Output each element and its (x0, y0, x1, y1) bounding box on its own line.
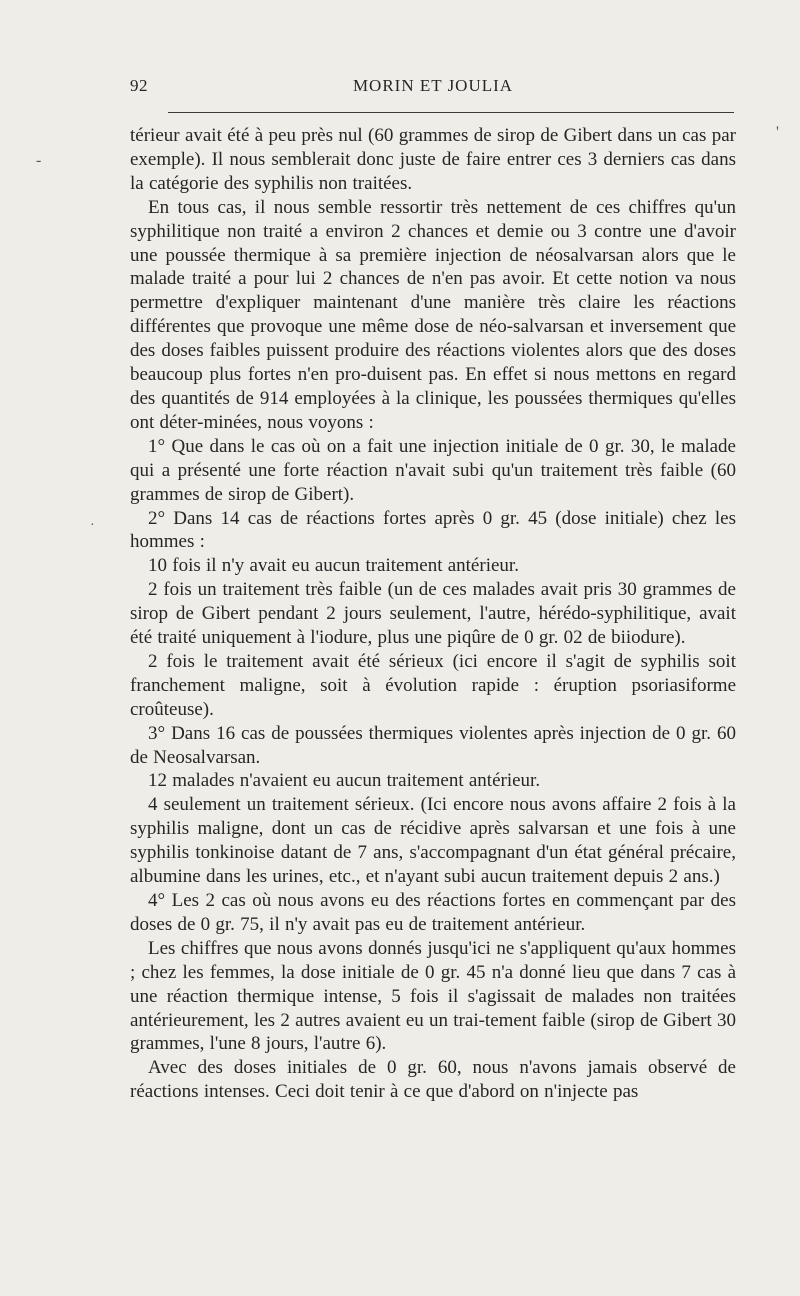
margin-mark: ' (776, 124, 779, 141)
margin-mark: - (36, 152, 42, 169)
paragraph: 12 malades n'avaient eu aucun traitement antérieur. (148, 770, 541, 792)
paragraph: Les chiffres que nous avons donnés jusqu'ici ne s'appliquent qu'aux hommes ; chez les femmes, la dose initiale de 0 gr. 45 n'a donné lieu que dans 7 cas à une réaction thermique intense, 5 fois il s'agissait de malades non traitées antérieurement, les 2 autres avaient eu un trai-tement faible (sirop de Gibert 30 grammes, l'une 8 jours, l'autre 6). (130, 937, 736, 1055)
page-header (130, 76, 736, 100)
header-rule (168, 112, 734, 113)
paragraph: 4° Les 2 cas où nous avons eu des réactions fortes en commençant par des doses de 0 gr. 75, il n'y avait pas eu de traitement antérieur. (130, 890, 736, 935)
paragraph: En tous cas, il nous semble ressortir très nettement de ces chiffres qu'un syphilitique non traité a environ 2 chances et demie ou 3 contre une d'avoir une poussée thermique à sa première injection de néosalvarsan alors que le malade traité a pour lui 2 chances de n'en pas avoir. Et cette notion va nous permettre d'expliquer maintenant d'une manière très claire les réactions différentes que provoque une même dose de néo-salvarsan et inversement que des doses faibles puissent produire des réactions violentes alors que des doses beaucoup plus fortes n'en pro-duisent pas. En effet si nous mettons en regard des quantités de 914 employées à la clinique, les poussées thermiques qu'elles ont déter-minées, nous voyons : (130, 196, 736, 433)
page-number: 92 (130, 76, 148, 95)
running-head: MORIN ET JOULIA (352, 76, 514, 95)
paragraph: Avec des doses initiales de 0 gr. 60, nous n'avons jamais observé de réactions intenses. Ceci doit tenir à ce que d'abord on n'injecte pas (130, 1057, 736, 1103)
paragraph: 1° Que dans le cas où on a fait une injection initiale de 0 gr. 30, le malade qui a présenté une forte réaction n'avait subi qu'un traitement très faible (60 grammes de sirop de Gibert). (130, 435, 736, 505)
margin-mark: · (90, 518, 95, 533)
paragraph: 10 fois il n'y avait eu aucun traitement antérieur. (148, 555, 519, 577)
body-text (130, 124, 736, 1104)
paragraph: 2 fois le traitement avait été sérieux (ici encore il s'agit de syphilis soit franchement maligne, soit à évolution rapide : éruption psoriasiforme croûteuse). (130, 650, 736, 720)
paragraph: 3° Dans 16 cas de poussées thermiques violentes après injection de 0 gr. 60 de Neosalvarsan. (130, 722, 736, 768)
paragraph: 2 fois un traitement très faible (un de ces malades avait pris 30 grammes de sirop de Gibert pendant 2 jours seulement, l'autre, hérédo-syphilitique, avait été traité uniquement à l'iodure, plus une piqûre de 0 gr. 02 de biiodure). (130, 579, 736, 649)
paragraph: térieur avait été à peu près nul (60 grammes de sirop de Gibert dans un cas par exemple). Il nous semblerait donc juste de faire entrer ces 3 derniers cas dans la catégorie des syphilis non traitées. (130, 125, 736, 194)
paragraph: 4 seulement un traitement sérieux. (Ici encore nous avons affaire 2 fois à la syphilis maligne, dont un cas de récidive après salvarsan et une fois à une syphilis tonkinoise datant de 7 ans, s'accompagnant d'un état général précaire, albumine dans les urines, etc., et n'ayant subi aucun traitement depuis 2 ans.) (130, 794, 736, 888)
paragraph: 2° Dans 14 cas de réactions fortes après 0 gr. 45 (dose initiale) chez les hommes : (130, 507, 736, 553)
